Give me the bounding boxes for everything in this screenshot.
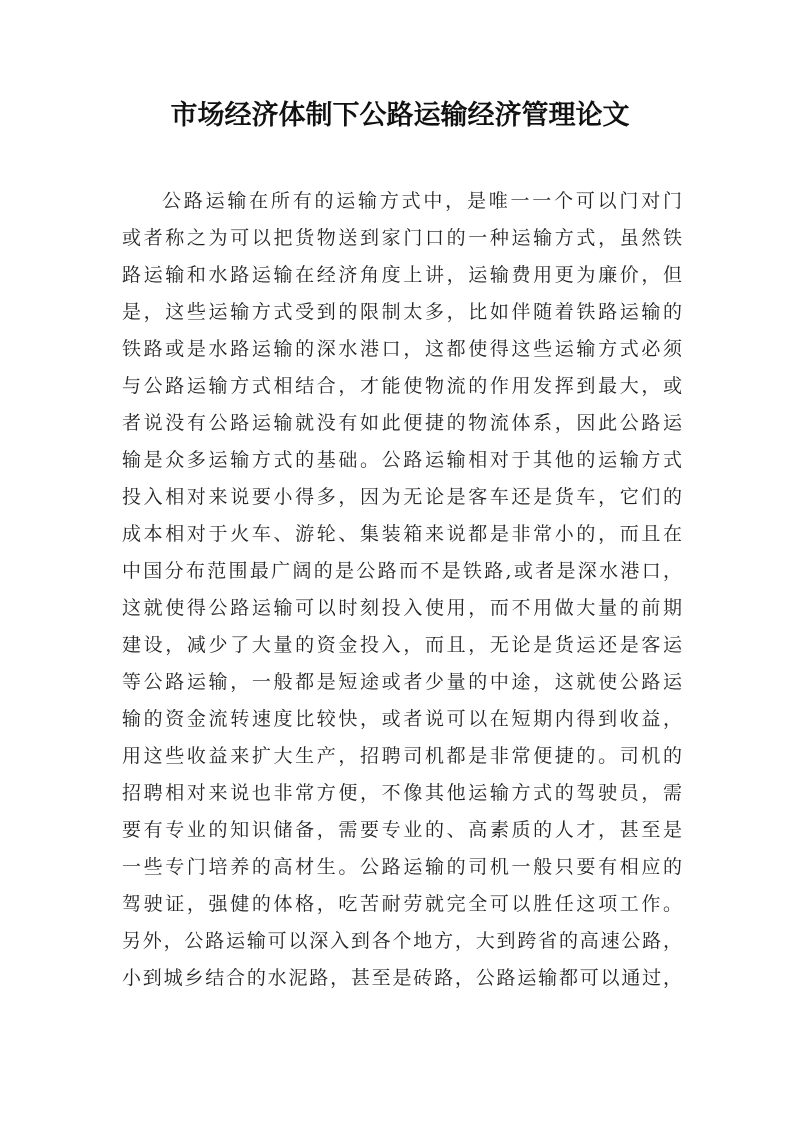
paragraph-line: 要有专业的知识储备，需要专业的、高素质的人才，甚至是 (122, 819, 682, 841)
paragraph-line: 等公路运输，一般都是短途或者少量的中途，这就使公路运 (122, 671, 682, 693)
paragraph-line: 驾驶证，强健的体格，吃苦耐劳就完全可以胜任这项工作。 (122, 893, 682, 915)
document-body (122, 183, 682, 997)
paragraph-line: 一些专门培养的高材生。公路运输的司机一般只要有相应的 (122, 856, 682, 878)
paragraph-line: 或者称之为可以把货物送到家门口的一种运输方式，虽然铁 (122, 227, 682, 249)
paragraph-line: 这就使得公路运输可以时刻投入使用，而不用做大量的前期 (122, 597, 682, 619)
paragraph-line: 者说没有公路运输就没有如此便捷的物流体系，因此公路运 (122, 412, 682, 434)
paragraph-line: 路运输和水路运输在经济角度上讲，运输费用更为廉价，但 (122, 264, 682, 286)
paragraph-line: 公路运输在所有的运输方式中，是唯一一个可以门对门 (162, 190, 682, 212)
paragraph-line: 用这些收益来扩大生产，招聘司机都是非常便捷的。司机的 (122, 745, 682, 767)
paragraph-line: 成本相对于火车、游轮、集装箱来说都是非常小的，而且在 (122, 523, 682, 545)
paragraph-line: 中国分布范围最广阔的是公路而不是铁路,或者是深水港口， (122, 560, 682, 582)
paragraph-line: 小到城乡结合的水泥路，甚至是砖路，公路运输都可以通过， (122, 967, 682, 989)
paragraph-line: 另外，公路运输可以深入到各个地方，大到跨省的高速公路， (122, 930, 682, 952)
paragraph-line: 与公路运输方式相结合，才能使物流的作用发挥到最大，或 (122, 375, 682, 397)
document-title: 市场经济体制下公路运输经济管理论文 (170, 100, 630, 131)
paragraph-line: 输是众多运输方式的基础。公路运输相对于其他的运输方式 (122, 449, 682, 471)
paragraph-line: 招聘相对来说也非常方便，不像其他运输方式的驾驶员，需 (122, 782, 682, 804)
paragraph-line: 输的资金流转速度比较快，或者说可以在短期内得到收益， (122, 708, 682, 730)
paragraph-line: 是，这些运输方式受到的限制太多，比如伴随着铁路运输的 (122, 301, 682, 323)
paragraph-line: 铁路或是水路运输的深水港口，这都使得这些运输方式必须 (122, 338, 682, 360)
paragraph-line: 投入相对来说要小得多，因为无论是客车还是货车，它们的 (122, 486, 682, 508)
paragraph-line: 建设，减少了大量的资金投入，而且，无论是货运还是客运 (122, 634, 682, 656)
